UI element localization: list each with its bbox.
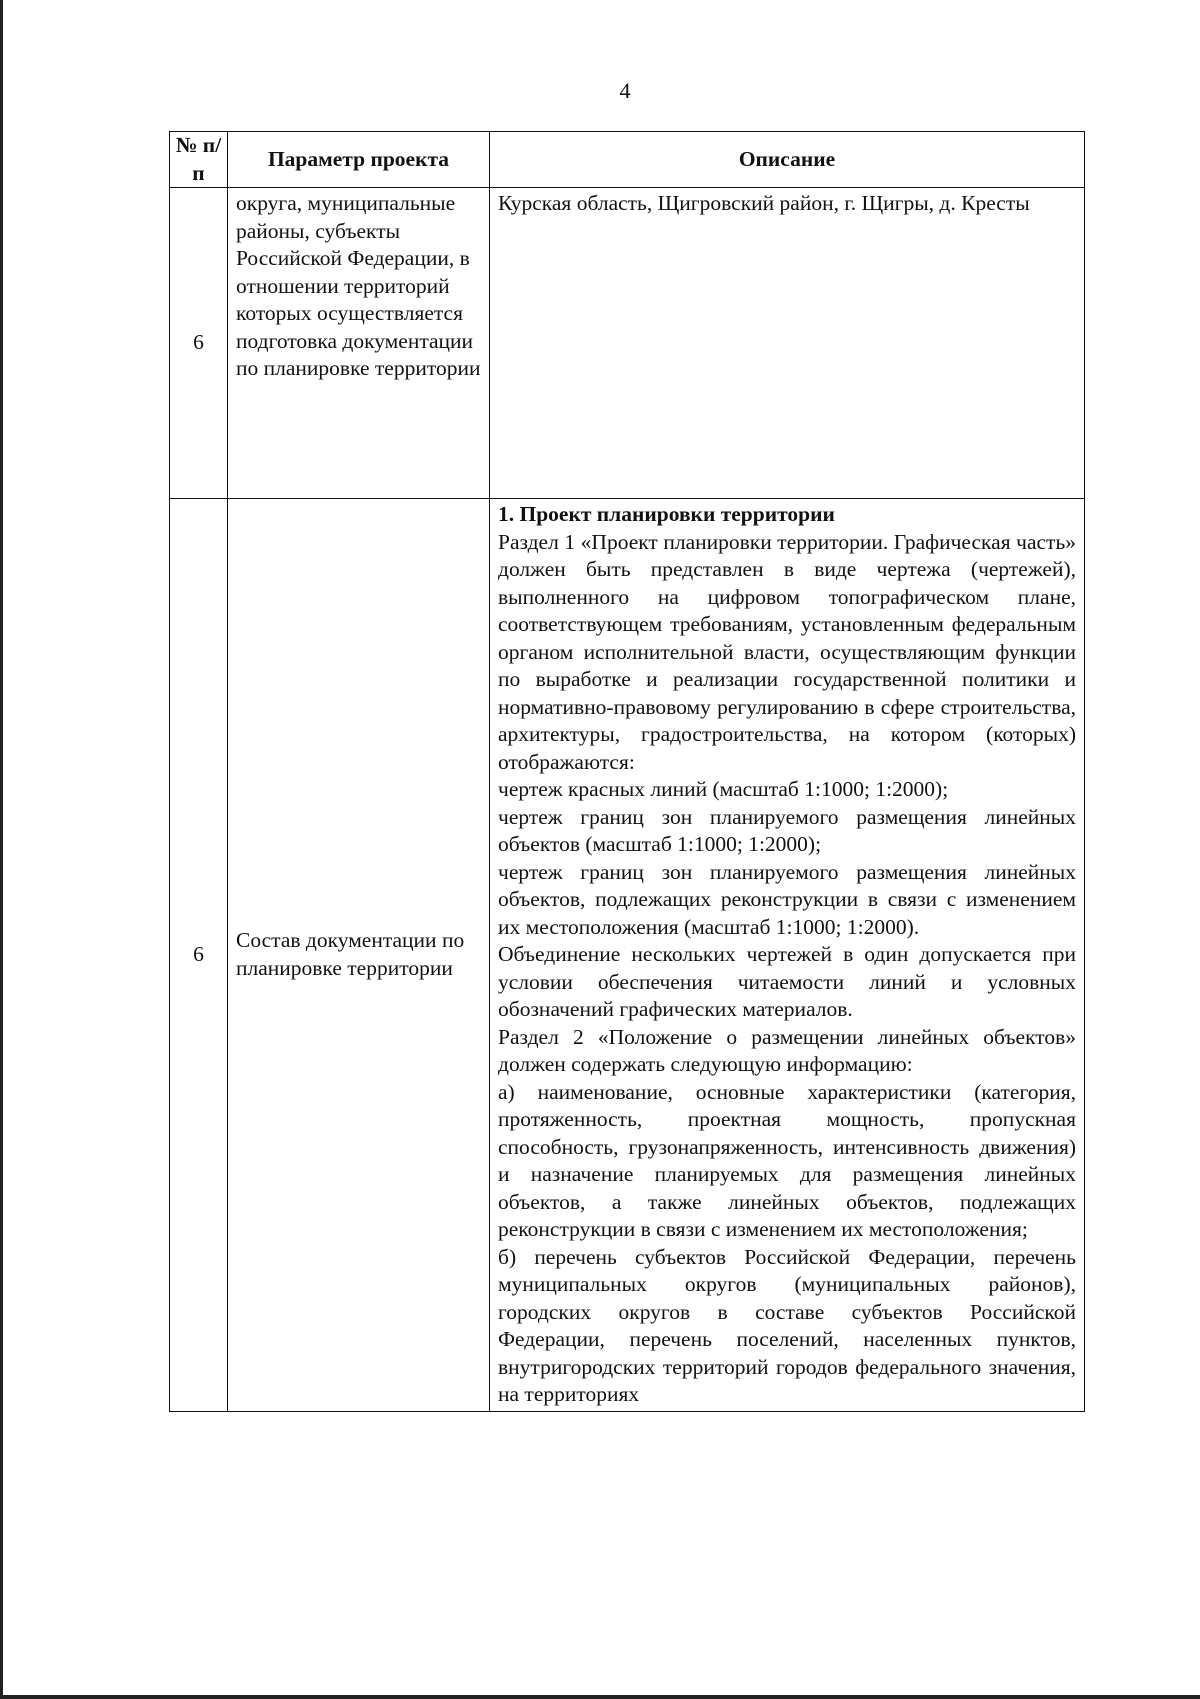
row-number: 6 xyxy=(170,188,228,499)
header-parameter: Параметр проекта xyxy=(228,132,490,188)
table-row xyxy=(170,499,1085,1412)
description-paragraph: а) наименование, основные характеристики (категория, протяженность, проектная мощность, пропускная способность, грузонапряженность, интенсивность движения) и назначение планируемых для размещения линейных объектов, а также линейных объектов, подлежащих реконструкции в связи с изменением их местоположения; xyxy=(498,1079,1076,1241)
table-row xyxy=(170,188,1085,499)
description-heading: 1. Проект планировки территории xyxy=(498,502,835,526)
row-description xyxy=(490,499,1085,1412)
header-description: Описание xyxy=(490,132,1085,188)
description-paragraph: б) перечень субъектов Российской Федерации, перечень муниципальных округов (муниципальных районов), городских округов в составе субъектов Российской Федерации, перечень поселений, населенных пунктов, внутригородских территорий городов федерального значения, на территориях xyxy=(498,1244,1076,1406)
header-number: № п/п xyxy=(170,132,228,188)
page-number: 4 xyxy=(619,78,631,103)
page-border-bottom xyxy=(0,1695,1200,1699)
description-paragraph: Объединение нескольких чертежей в один допускается при условии обеспечения читаемости линий и условных обозначений графических материалов. xyxy=(498,942,1076,1021)
description-paragraph: чертеж границ зон планируемого размещения линейных объектов (масштаб 1:1000; 1:2000); xyxy=(498,804,1076,856)
table-header-row xyxy=(170,132,1085,188)
page-border-left xyxy=(0,0,3,1699)
row-description: Курская область, Щигровский район, г. Щигры, д. Кресты xyxy=(490,188,1085,499)
description-paragraph: чертеж границ зон планируемого размещения линейных объектов, подлежащих реконструкции в связи с изменением их местоположения (масштаб 1:1000; 1:2000). xyxy=(498,859,1076,939)
description-paragraph: чертеж красных линий (масштаб 1:1000; 1:2000); xyxy=(498,777,949,801)
description-paragraph: Раздел 2 «Положение о размещении линейных объектов» должен содержать следующую информацию: xyxy=(498,1024,1076,1076)
row-parameter: округа, муниципальные районы, субъекты Российской Федерации, в отношении территорий которых осуществляется подготовка документации по планировке территории xyxy=(228,188,490,499)
description-paragraph: Раздел 1 «Проект планировки территории. Графическая часть» должен быть представлен в виде чертежа (чертежей), выполненного на цифровом топографическом плане, соответствующем требованиям, установленным федеральным органом исполнительной власти, осуществляющим функции по выработке и реализации государственной политики и нормативно-правовому регулированию в сфере строительства, архитектуры, градостроительства, на котором (которых) отображаются: xyxy=(498,529,1076,774)
row-parameter: Состав документации по планировке территории xyxy=(228,499,490,1412)
specification-table xyxy=(169,131,1085,1412)
row-number: 6 xyxy=(170,499,228,1412)
